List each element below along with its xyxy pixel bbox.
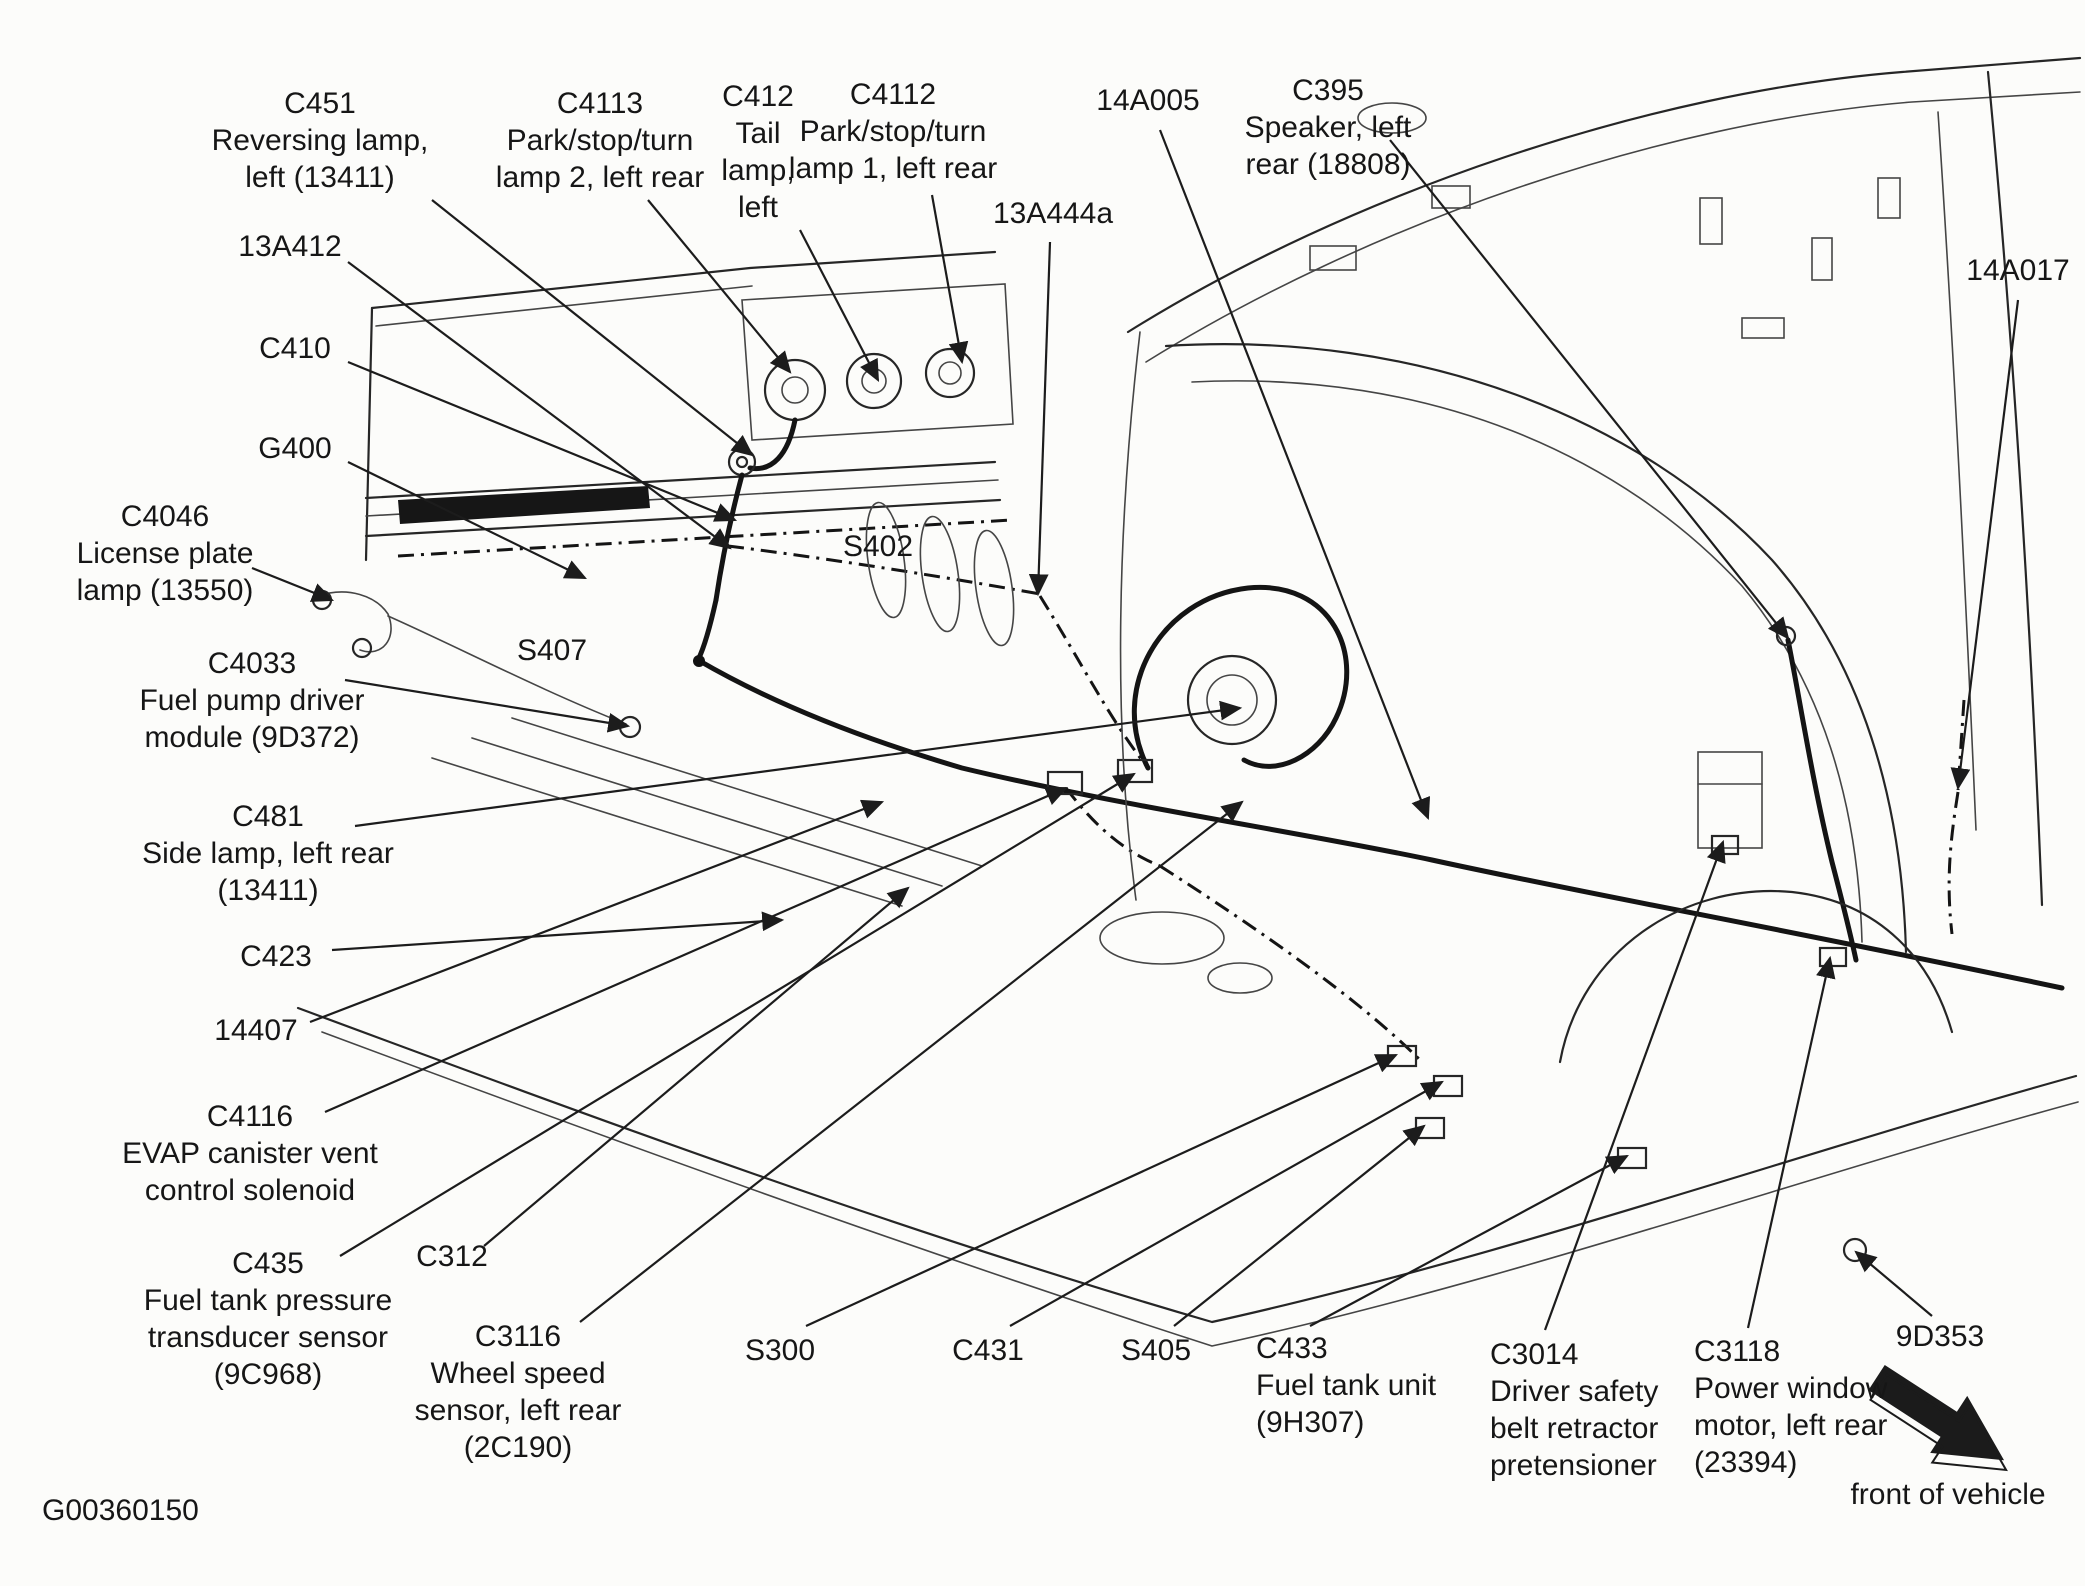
callout-line: belt retractor: [1490, 1412, 1659, 1445]
leader-c4116: [325, 788, 1066, 1112]
callout-c4033: [139, 645, 364, 756]
callout-14a005: [1096, 82, 1199, 119]
callout-line: C3118: [1694, 1335, 1781, 1368]
leader-c481: [355, 708, 1240, 826]
callout-9d353: [1896, 1318, 1984, 1355]
callout-line: (9C968): [213, 1358, 323, 1391]
leader-c312: [484, 888, 908, 1246]
callout-line: lamp 2, left rear: [495, 161, 705, 194]
callout-line: C4033: [207, 647, 297, 680]
callout-line: C431: [952, 1334, 1024, 1367]
callout-line: Fuel tank unit: [1256, 1369, 1437, 1402]
callout-c412: [721, 78, 794, 226]
callout-c433: [1256, 1330, 1436, 1441]
callout-line: EVAP canister vent: [122, 1137, 378, 1170]
leader-c4033: [345, 680, 628, 726]
callout-line: Wheel speed: [430, 1357, 606, 1390]
callout-line: (9H307): [1256, 1406, 1365, 1439]
callout-line: 13A412: [238, 230, 342, 263]
callout-c4116: [122, 1098, 378, 1209]
callout-line: C3116: [474, 1320, 562, 1353]
callout-line: C312: [416, 1240, 488, 1273]
front-of-vehicle-label: front of vehicle: [1850, 1478, 2046, 1511]
callout-13a444a: [993, 195, 1113, 232]
callout-c481: [142, 798, 394, 909]
callout-line: C4046: [120, 500, 210, 533]
callout-line: C481: [232, 800, 304, 833]
callout-line: Fuel tank pressure: [143, 1284, 393, 1317]
callout-line: 14407: [214, 1014, 298, 1047]
leader-c3014: [1545, 842, 1723, 1330]
callout-line: motor, left rear: [1694, 1409, 1888, 1442]
callout-line: C395: [1292, 74, 1364, 107]
callout-s407: [517, 632, 587, 669]
callout-c3116: [415, 1318, 622, 1466]
callout-line: C410: [259, 332, 331, 365]
callout-line: transducer sensor: [147, 1321, 389, 1354]
callout-line: S407: [516, 634, 588, 667]
leader-c4046: [252, 568, 332, 600]
leader-c433: [1310, 1156, 1627, 1326]
callout-line: G400: [258, 432, 332, 465]
leader-c423: [332, 920, 782, 950]
callout-line: 9D353: [1895, 1320, 1985, 1353]
callout-line: S405: [1120, 1334, 1192, 1367]
callout-line: C451: [284, 87, 356, 120]
callout-line: 14A017: [1966, 254, 2070, 287]
callout-line: lamp,: [721, 154, 795, 187]
callout-line: C4112: [849, 78, 937, 111]
callout-s405: [1121, 1332, 1191, 1369]
callout-14407: [214, 1012, 297, 1049]
leader-c435: [340, 774, 1134, 1256]
callout-line: left (13411): [245, 161, 395, 194]
callout-c435: [144, 1245, 392, 1393]
callout-c4046: [77, 498, 254, 609]
callout-line: C3014: [1490, 1338, 1579, 1371]
callout-line: 13A444a: [992, 197, 1114, 230]
callout-line: rear (18808): [1245, 148, 1411, 181]
callout-line: left: [737, 191, 779, 224]
leader-9d353: [1856, 1252, 1932, 1316]
callout-line: Fuel pump driver: [139, 684, 365, 717]
callout-line: pretensioner: [1490, 1449, 1657, 1482]
callout-c4112: [789, 76, 997, 187]
callout-line: Park/stop/turn: [799, 115, 987, 148]
callout-line: C433: [1256, 1332, 1328, 1365]
callout-c3118: [1694, 1333, 1887, 1481]
callout-line: (2C190): [463, 1431, 573, 1464]
callout-line: sensor, left rear: [414, 1394, 622, 1427]
leader-14407: [310, 802, 882, 1022]
callout-13a412: [238, 228, 341, 265]
callout-c423: [240, 938, 312, 975]
callout-c312: [416, 1238, 488, 1275]
leader-c395: [1390, 140, 1788, 638]
leader-s405: [1174, 1126, 1424, 1326]
callout-c410: [259, 330, 331, 367]
callout-14a017: [1966, 252, 2069, 289]
callout-line: C423: [240, 940, 312, 973]
callout-line: Reversing lamp,: [211, 124, 429, 157]
callout-c3014: [1490, 1336, 1658, 1484]
callout-line: Driver safety: [1490, 1375, 1659, 1408]
callout-line: C4116: [206, 1100, 294, 1133]
leader-c410: [348, 362, 735, 520]
callout-s402: [843, 528, 913, 565]
leader-14a017: [1958, 300, 2018, 788]
leader-c412: [800, 230, 878, 380]
callout-line: lamp 1, left rear: [788, 152, 998, 185]
callout-s300: [745, 1332, 815, 1369]
leader-13a444a: [1038, 242, 1050, 594]
callout-line: License plate: [76, 537, 254, 570]
leader-14a005: [1160, 130, 1428, 818]
callout-line: (13411): [217, 874, 319, 907]
leader-g400: [348, 462, 585, 578]
leader-s300: [806, 1055, 1396, 1326]
callout-line: Park/stop/turn: [506, 124, 694, 157]
callout-line: C435: [232, 1247, 304, 1280]
callout-line: Tail: [735, 117, 781, 150]
leader-c3118: [1748, 958, 1830, 1328]
callout-line: Speaker, left: [1244, 111, 1412, 144]
callout-c395: [1245, 72, 1412, 183]
callout-line: Side lamp, left rear: [142, 837, 394, 870]
callout-c4113: [496, 85, 704, 196]
callout-line: S402: [842, 530, 914, 563]
callout-line: S300: [744, 1334, 816, 1367]
callout-line: module (9D372): [144, 721, 360, 754]
callout-line: lamp (13550): [76, 574, 254, 607]
callout-g400: [258, 430, 331, 467]
callout-c431: [952, 1332, 1024, 1369]
figure-id: G00360150: [42, 1494, 199, 1527]
callout-line: (23394): [1694, 1446, 1798, 1479]
callout-c451: [212, 85, 429, 196]
callout-line: control solenoid: [144, 1174, 356, 1207]
callout-line: C4113: [556, 87, 644, 120]
leader-13a412: [348, 262, 730, 548]
callout-line: Power window: [1694, 1372, 1888, 1405]
callout-line: C412: [722, 80, 794, 113]
callout-line: 14A005: [1096, 84, 1200, 117]
leader-c4112: [932, 195, 962, 362]
